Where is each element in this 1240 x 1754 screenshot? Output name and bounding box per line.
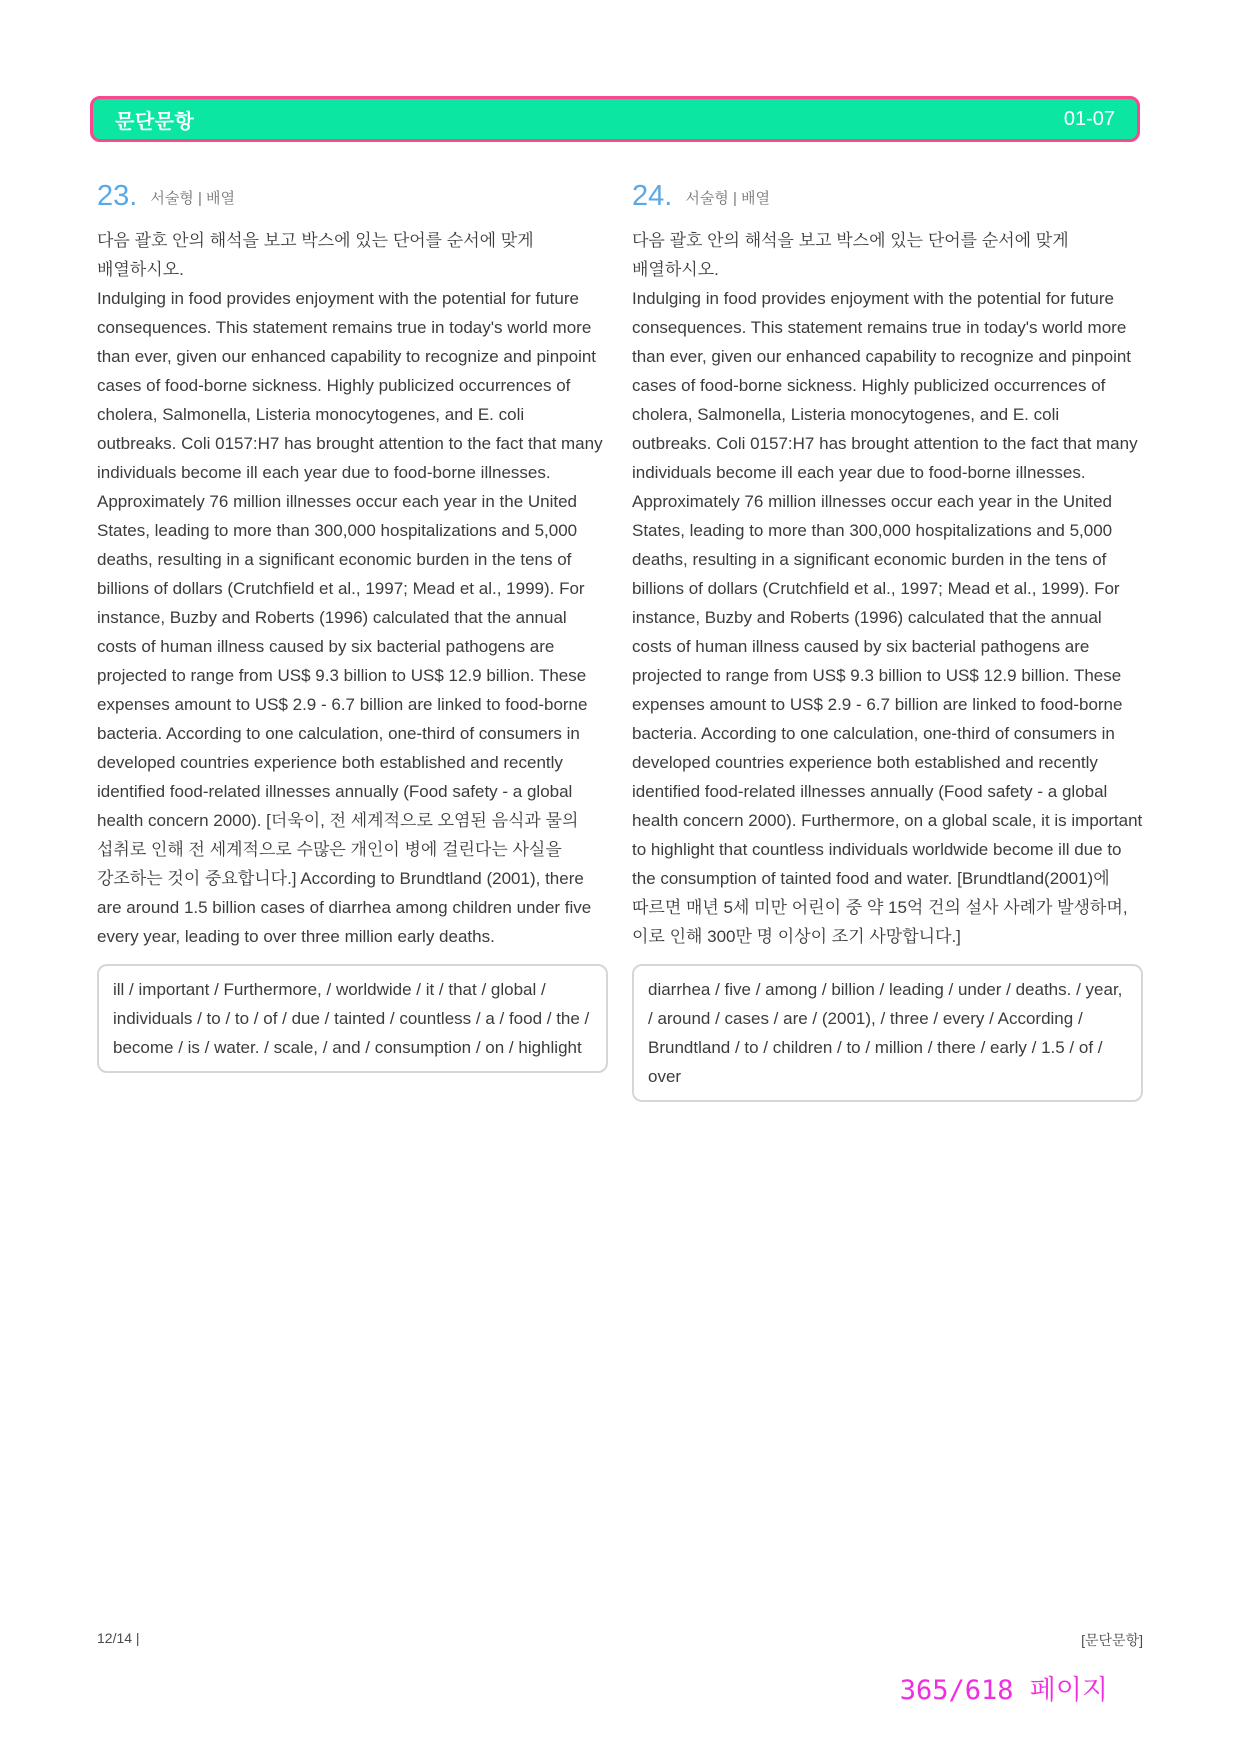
question-type-label: 서술형 | 배열 — [685, 190, 771, 207]
word-box — [632, 964, 1143, 1102]
question-instruction: 다음 괄호 안의 해석을 보고 박스에 있는 단어를 순서에 맞게 배열하시오. — [632, 231, 1069, 279]
header-code: 01-07 — [1063, 107, 1115, 130]
word-box — [97, 964, 608, 1073]
page-counter: 365/618 페이지 — [899, 1675, 1108, 1706]
question-passage: Indulging in food provides enjoyment with the potential for future consequences. This statement remains true in today's world more than ever, given our enhanced capability to recognize and pinpoint cases of food-borne sickness. Highly publicized occurrences of cholera, Salmonella, Listeria monocytogenes, and E. coli outbreaks. Coli 0157:H7 has brought attention to the fact that many individuals become ill each year due to food-borne illnesses. Approximately 76 million illnesses occur each year in the United States, leading to more than 300,000 hospitalizations and 5,000 deaths, resulting in a significant economic burden in the tens of billions of dollars (Crutchfield et al., 1997; Mead et al., 1999). For instance, Buzby and Roberts (1996) calculated that the annual costs of human illness caused by six bacterial pathogens are projected to range from US$ 9.3 billion to US$ 12.9 billion. These expenses amount to US$ 2.9 - 6.7 billion are linked to food-borne bacteria. According to one calculation, one-third of consumers in developed countries experience both established and recently identified food-related illnesses annually (Food safety - a global health concern 2000). [더욱이, 전 세계적으로 오염된 음식과 물의 섭취로 인해 전 세계적으로 수많은 개인이 병에 걸린다는 사실을 강조하는 것이 중요합니다.] According to Brundtland (2001), there are around 1.5 billion cases of diarrhea among children under five every year, leading to over three million early deaths. — [97, 289, 603, 946]
question-passage: Indulging in food provides enjoyment with the potential for future consequences. This statement remains true in today's world more than ever, given our enhanced capability to recognize and pinpoint cases of food-borne sickness. Highly publicized occurrences of cholera, Salmonella, Listeria monocytogenes, and E. coli outbreaks. Coli 0157:H7 has brought attention to the fact that many individuals become ill each year due to food-borne illnesses. Approximately 76 million illnesses occur each year in the United States, leading to more than 300,000 hospitalizations and 5,000 deaths, resulting in a significant economic burden in the tens of billions of dollars (Crutchfield et al., 1997; Mead et al., 1999). For instance, Buzby and Roberts (1996) calculated that the annual costs of human illness caused by six bacterial pathogens are projected to range from US$ 9.3 billion to US$ 12.9 billion. These expenses amount to US$ 2.9 - 6.7 billion are linked to food-borne bacteria. According to one calculation, one-third of consumers in developed countries experience both established and recently identified food-related illnesses annually (Food safety - a global health concern 2000). Furthermore, on a global scale, it is important to highlight that countless individuals worldwide become ill due to the consumption of tainted food and water. [Brundtland(2001)에 따르면 매년 5세 미만 어린이 중 약 15억 건의 설사 사례가 발생하며, 이로 인해 300만 명 이상이 조기 사망합니다.] — [632, 289, 1143, 946]
question-23 — [97, 182, 608, 1102]
header-bar — [90, 96, 1140, 142]
page-footer — [97, 1630, 1143, 1650]
question-type-label: 서술형 | 배열 — [150, 190, 236, 207]
header-title: 문단문항 — [115, 110, 195, 133]
word-box-text: diarrhea / five / among / billion / leading / under / deaths. / year, / around / cases / are / (2001), / three / every / According / Brundtland / to / children / to / million / there / early / 1.5 / of / over — [648, 980, 1123, 1086]
question-columns — [97, 182, 1143, 1102]
question-number: 23. — [97, 180, 138, 212]
question-23-heading — [97, 182, 608, 211]
word-box-text: ill / important / Furthermore, / worldwide / it / that / global / individuals / to / to / of / due / tainted / countless / a / food / the / become / is / water. / scale, / and / consumption / on / highlight — [113, 980, 590, 1057]
question-24-heading — [632, 182, 1143, 211]
footer-section-label: [문단문항] — [1081, 1632, 1143, 1648]
question-instruction: 다음 괄호 안의 해석을 보고 박스에 있는 단어를 순서에 맞게 배열하시오. — [97, 231, 534, 279]
question-24 — [632, 182, 1143, 1102]
question-number: 24. — [632, 180, 673, 212]
page-number: 12/14 | — [97, 1630, 140, 1646]
